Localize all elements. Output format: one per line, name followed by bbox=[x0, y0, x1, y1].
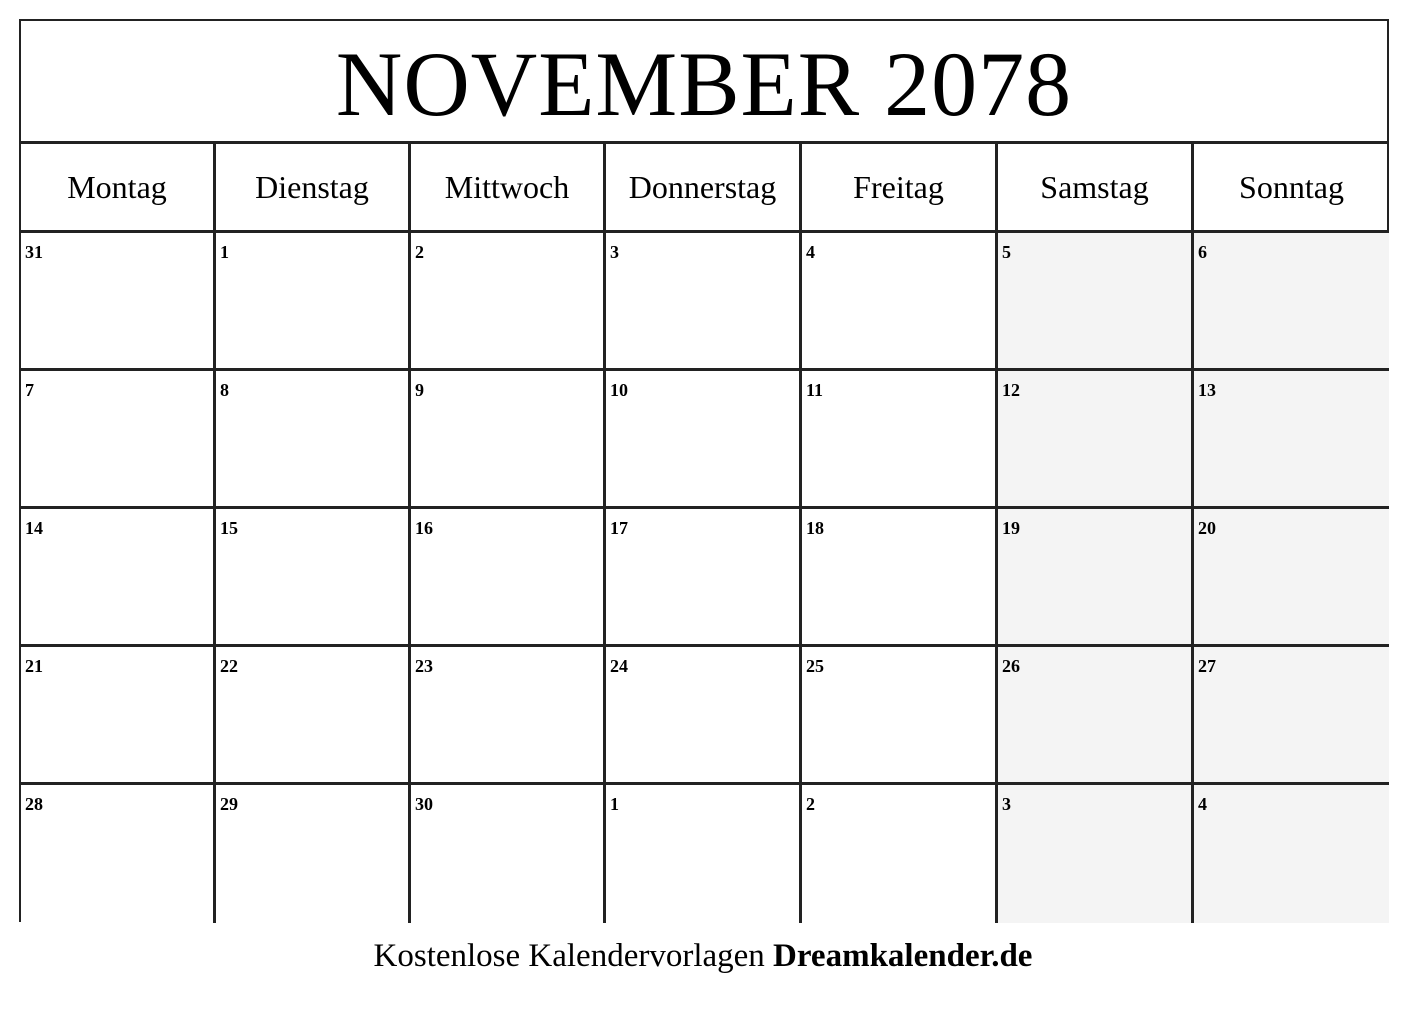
day-number: 20 bbox=[1198, 518, 1216, 538]
day-number: 13 bbox=[1198, 380, 1216, 400]
day-cell[interactable] bbox=[1194, 233, 1389, 371]
day-number: 10 bbox=[610, 380, 628, 400]
day-cell[interactable] bbox=[21, 647, 216, 785]
day-cell[interactable] bbox=[998, 785, 1194, 923]
day-cell[interactable] bbox=[411, 233, 606, 371]
day-number: 21 bbox=[25, 656, 43, 676]
day-number: 11 bbox=[806, 380, 824, 400]
day-number: 12 bbox=[1002, 380, 1020, 400]
calendar-header bbox=[21, 21, 1387, 143]
day-number: 4 bbox=[806, 242, 815, 262]
day-cell[interactable] bbox=[606, 785, 802, 923]
day-number: 5 bbox=[1002, 242, 1011, 262]
day-cell[interactable] bbox=[998, 371, 1194, 509]
day-number: 31 bbox=[25, 242, 43, 262]
day-number: 18 bbox=[806, 518, 824, 538]
weekday-header: Donnerstag bbox=[606, 143, 802, 233]
day-number: 22 bbox=[220, 656, 238, 676]
day-cell[interactable] bbox=[606, 371, 802, 509]
day-number: 15 bbox=[220, 518, 238, 538]
day-cell[interactable] bbox=[411, 509, 606, 647]
day-cell[interactable] bbox=[606, 509, 802, 647]
day-cell[interactable] bbox=[998, 233, 1194, 371]
day-number: 23 bbox=[415, 656, 433, 676]
day-number: 24 bbox=[610, 656, 628, 676]
day-cell[interactable] bbox=[411, 647, 606, 785]
day-cell[interactable] bbox=[411, 785, 606, 923]
day-cell[interactable] bbox=[21, 233, 216, 371]
day-cell[interactable] bbox=[411, 371, 606, 509]
day-cell[interactable] bbox=[21, 785, 216, 923]
day-number: 14 bbox=[25, 518, 43, 538]
day-number: 8 bbox=[220, 380, 229, 400]
day-cell[interactable] bbox=[998, 647, 1194, 785]
day-cell[interactable] bbox=[21, 509, 216, 647]
weekday-header: Samstag bbox=[998, 143, 1194, 233]
day-cell[interactable] bbox=[21, 371, 216, 509]
day-cell[interactable] bbox=[1194, 647, 1389, 785]
day-cell[interactable] bbox=[216, 371, 411, 509]
day-number: 3 bbox=[610, 242, 619, 262]
day-cell[interactable] bbox=[802, 647, 998, 785]
footer-text: Kostenlose Kalendervorlagen bbox=[373, 938, 765, 974]
day-number: 28 bbox=[25, 794, 43, 814]
day-cell[interactable] bbox=[802, 233, 998, 371]
day-cell[interactable] bbox=[216, 785, 411, 923]
day-cell[interactable] bbox=[802, 785, 998, 923]
day-number: 4 bbox=[1198, 794, 1207, 814]
day-cell[interactable] bbox=[802, 509, 998, 647]
day-number: 29 bbox=[220, 794, 238, 814]
day-number: 27 bbox=[1198, 656, 1216, 676]
day-cell[interactable] bbox=[216, 647, 411, 785]
day-cell[interactable] bbox=[606, 233, 802, 371]
day-number: 25 bbox=[806, 656, 824, 676]
day-number: 26 bbox=[1002, 656, 1020, 676]
day-number: 2 bbox=[415, 242, 424, 262]
calendar bbox=[19, 19, 1389, 922]
day-number: 17 bbox=[610, 518, 628, 538]
day-cell[interactable] bbox=[802, 371, 998, 509]
weekday-header: Sonntag bbox=[1194, 143, 1389, 233]
day-number: 30 bbox=[415, 794, 433, 814]
day-cell[interactable] bbox=[1194, 785, 1389, 923]
day-number: 3 bbox=[1002, 794, 1011, 814]
weekday-header: Freitag bbox=[802, 143, 998, 233]
day-cell[interactable] bbox=[606, 647, 802, 785]
weekday-header: Dienstag bbox=[216, 143, 411, 233]
day-number: 7 bbox=[25, 380, 34, 400]
footer-brand[interactable]: Dreamkalender.de bbox=[773, 938, 1033, 974]
calendar-grid bbox=[21, 143, 1387, 923]
day-cell[interactable] bbox=[216, 509, 411, 647]
calendar-title: NOVEMBER 2078 bbox=[335, 33, 1073, 135]
day-number: 1 bbox=[610, 794, 619, 814]
day-number: 6 bbox=[1198, 242, 1207, 262]
day-number: 16 bbox=[415, 518, 433, 538]
day-number: 1 bbox=[220, 242, 229, 262]
footer bbox=[0, 938, 1406, 975]
day-cell[interactable] bbox=[216, 233, 411, 371]
day-number: 19 bbox=[1002, 518, 1020, 538]
weekday-header: Mittwoch bbox=[411, 143, 606, 233]
day-number: 2 bbox=[806, 794, 815, 814]
weekday-header: Montag bbox=[21, 143, 216, 233]
day-cell[interactable] bbox=[1194, 509, 1389, 647]
day-cell[interactable] bbox=[998, 509, 1194, 647]
day-number: 9 bbox=[415, 380, 424, 400]
day-cell[interactable] bbox=[1194, 371, 1389, 509]
